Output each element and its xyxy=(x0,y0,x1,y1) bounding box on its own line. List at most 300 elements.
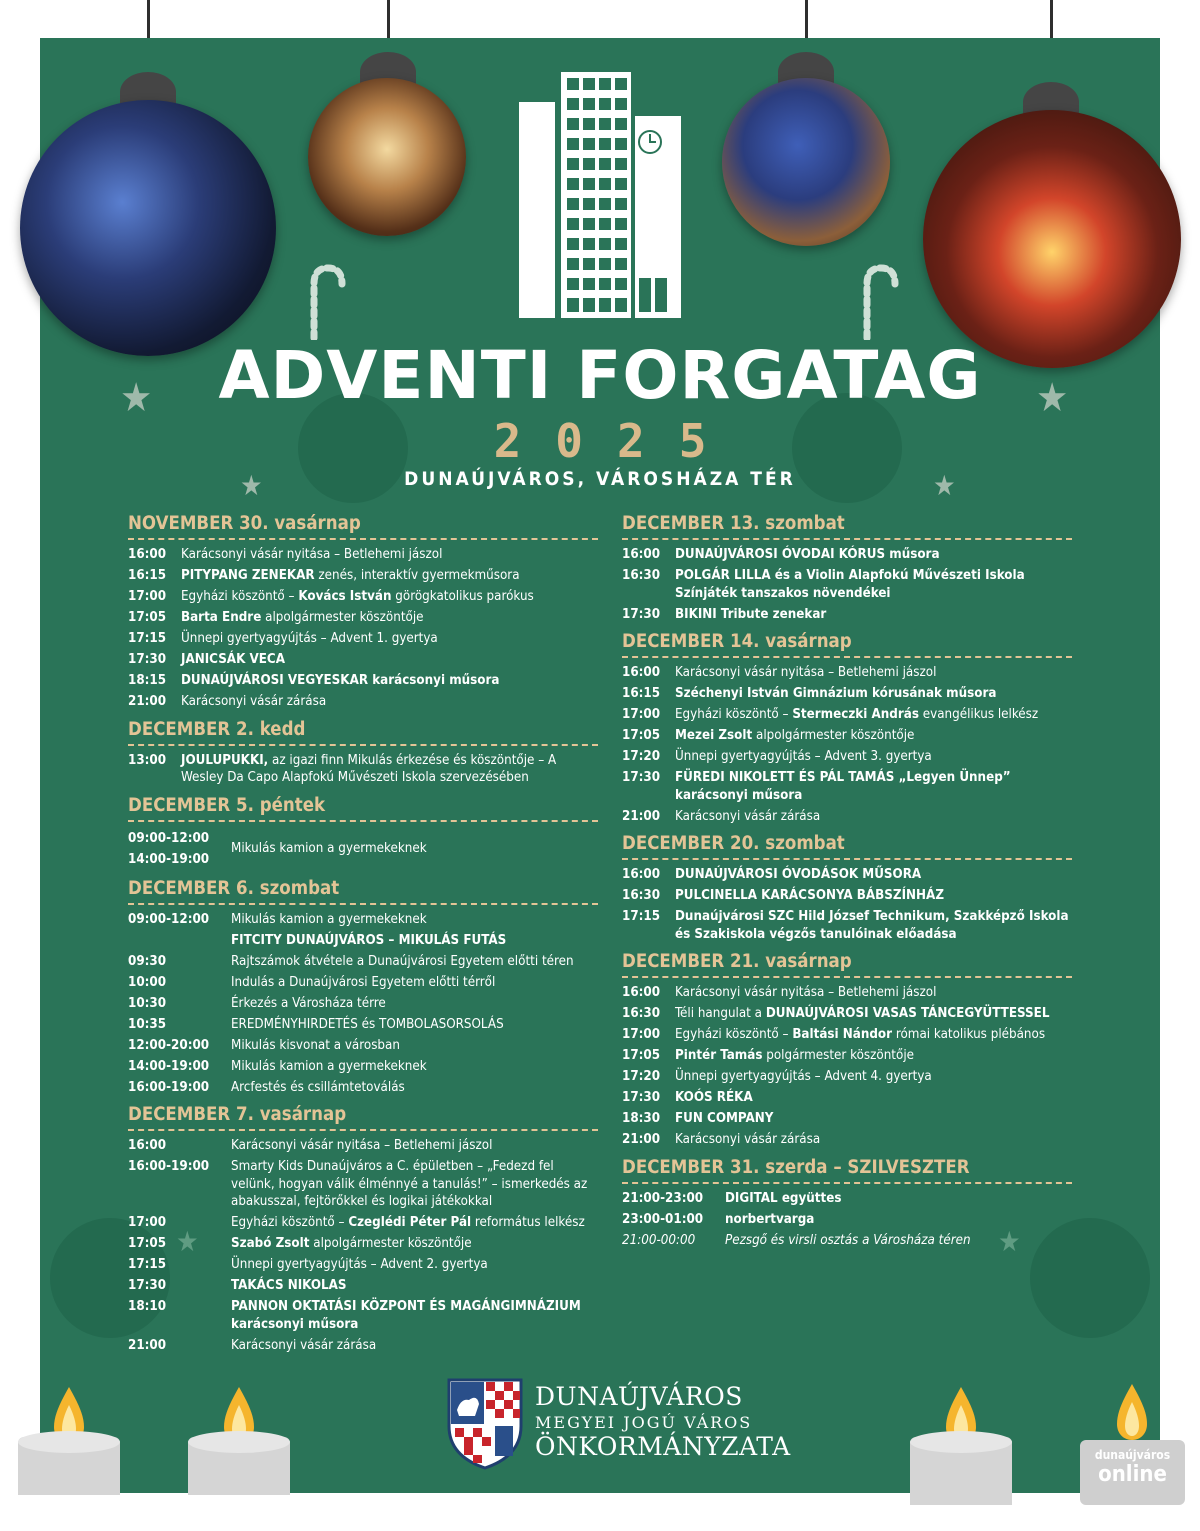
program-event-row xyxy=(128,546,598,564)
event-description-text xyxy=(675,809,820,824)
event-time-value: 17:15 xyxy=(128,1257,167,1272)
event-highlight: Czeglédi Péter Pál xyxy=(348,1215,472,1230)
program-event-row xyxy=(622,887,1072,905)
event-time xyxy=(128,1137,231,1155)
event-time xyxy=(128,974,231,992)
event-description xyxy=(675,1068,1072,1086)
event-time xyxy=(622,1232,725,1250)
event-time xyxy=(622,984,675,1002)
event-description xyxy=(181,630,598,648)
program-event-row xyxy=(128,1235,598,1253)
event-description-text xyxy=(181,694,326,709)
event-year: 2025 xyxy=(493,414,741,468)
program-event-row xyxy=(622,808,1072,826)
event-time-value: 17:00 xyxy=(128,1215,167,1230)
program-day xyxy=(622,951,1072,1149)
event-time xyxy=(622,1131,675,1149)
day-heading: DECEMBER 21. vasárnap xyxy=(622,951,1072,978)
event-text: Ünnepi gyertyagyújtás – Advent 2. gyertya xyxy=(231,1257,488,1272)
event-description xyxy=(231,1058,598,1076)
program-event-row xyxy=(622,1190,1072,1208)
event-time xyxy=(622,1026,675,1044)
program-day xyxy=(128,719,598,787)
event-time-value: 17:15 xyxy=(128,631,167,646)
event-description-text xyxy=(231,1257,488,1272)
event-time xyxy=(622,1089,675,1107)
event-time xyxy=(128,1337,231,1355)
event-description xyxy=(231,932,598,950)
event-time xyxy=(128,546,181,564)
event-highlight: PANNON OKTATÁSI KÖZPONT ÉS MAGÁNGIMNÁZIUM karácsonyi műsora xyxy=(231,1299,581,1332)
event-description-text xyxy=(231,1278,347,1293)
event-location: DUNAÚJVÁROS, VÁROSHÁZA TÉR xyxy=(404,468,796,490)
event-text: Karácsonyi vásár zárása xyxy=(231,1337,377,1353)
event-text: Mikulás kamion a gyermekeknek xyxy=(231,840,427,856)
event-description-text xyxy=(675,707,1038,722)
event-description-text xyxy=(181,610,424,625)
event-time xyxy=(128,911,231,929)
event-text: Smarty Kids Dunaújváros a C. épületben – „Fedezd fel velünk, hogyan válik élménnyé a tanulás!” – ismerkedés az abakusszal, fejtörőkkel és logikai játékokkal xyxy=(231,1159,588,1209)
program-column-left xyxy=(128,505,598,1358)
event-time-value: 17:20 xyxy=(622,1069,661,1084)
event-time-value: 17:05 xyxy=(622,728,661,743)
event-time xyxy=(128,693,181,711)
event-description-text xyxy=(675,867,921,882)
event-description xyxy=(231,1235,598,1253)
event-description-text xyxy=(725,1233,971,1248)
star-icon: ★ xyxy=(240,469,263,502)
event-description xyxy=(675,1026,1072,1044)
program-event-row xyxy=(128,1058,598,1076)
event-time-value: 21:00 xyxy=(128,694,167,709)
program-event-row xyxy=(622,1131,1072,1149)
event-time-value: 16:00 xyxy=(622,867,661,882)
watermark-line-2: online xyxy=(1098,1462,1167,1487)
event-highlight: DUNAÚJVÁROSI VASAS TÁNCEGYÜTTESSEL xyxy=(765,1006,1050,1021)
flame-icon xyxy=(1115,1382,1149,1442)
event-text: Egyházi köszöntő – xyxy=(231,1215,349,1230)
event-time-value: 09:30 xyxy=(128,953,167,969)
program-event-row xyxy=(128,588,598,606)
event-description-text xyxy=(675,1006,1049,1021)
event-time xyxy=(622,664,675,682)
program-day xyxy=(622,631,1072,825)
event-time xyxy=(622,1005,675,1023)
event-time xyxy=(128,995,231,1013)
program-event-row xyxy=(622,1047,1072,1065)
event-time-value: 17:00 xyxy=(622,707,661,722)
event-time xyxy=(128,1079,231,1097)
event-time-value: 17:05 xyxy=(128,610,167,625)
event-time-value: 16:00 xyxy=(622,665,661,680)
event-description xyxy=(675,685,1072,703)
event-description xyxy=(231,1256,598,1274)
event-time xyxy=(622,887,675,905)
event-time-value: 16:15 xyxy=(622,686,661,701)
program-event-row xyxy=(622,727,1072,745)
program-event-row xyxy=(622,1005,1072,1023)
event-time-value: 16:30 xyxy=(622,568,661,583)
star-icon: ★ xyxy=(120,375,153,421)
event-highlight: DUNAÚJVÁROSI ÓVODÁSOK MŰSORA xyxy=(675,867,922,882)
event-time xyxy=(622,685,675,703)
event-time xyxy=(128,752,181,787)
logo-line-2: MEGYEI JOGÚ VÁROS xyxy=(535,1413,753,1432)
event-time xyxy=(622,1110,675,1128)
event-text: Indulás a Dunaújvárosi Egyetem előtti térről xyxy=(231,974,496,990)
event-text: alpolgármester köszöntője xyxy=(261,610,424,625)
event-description-text xyxy=(231,1299,581,1332)
program-event-row xyxy=(128,609,598,627)
program-column-right xyxy=(622,505,1072,1253)
event-time-value: 18:15 xyxy=(128,673,167,688)
city-hall-tower-icon xyxy=(517,72,683,320)
event-text: alpolgármester köszöntője xyxy=(309,1236,472,1251)
event-description-text xyxy=(725,1191,842,1206)
program-event-row xyxy=(622,664,1072,682)
event-description xyxy=(181,752,598,787)
program-event-row xyxy=(622,748,1072,766)
event-description xyxy=(675,1047,1072,1065)
day-heading: NOVEMBER 30. vasárnap xyxy=(128,513,598,540)
event-time xyxy=(622,1068,675,1086)
event-text: Ünnepi gyertyagyújtás – Advent 3. gyertya xyxy=(675,749,932,764)
event-time-value: 14:00-19:00 xyxy=(128,1058,210,1074)
program-event-row xyxy=(622,866,1072,884)
program-event-row xyxy=(622,685,1072,703)
event-description xyxy=(675,727,1072,745)
event-description xyxy=(675,706,1072,724)
program-event-row xyxy=(128,1256,598,1274)
event-time xyxy=(128,1058,231,1076)
event-description xyxy=(181,609,598,627)
event-time-value: 17:30 xyxy=(128,1278,167,1293)
event-time-value: 09:00-12:00 xyxy=(128,911,210,927)
event-description xyxy=(231,1079,598,1097)
event-time-value: 16:30 xyxy=(622,1006,661,1021)
event-highlight: DUNAÚJVÁROSI VEGYESKAR karácsonyi műsora xyxy=(181,673,500,688)
event-text: Ünnepi gyertyagyújtás – Advent 1. gyertya xyxy=(181,631,438,646)
event-time-value: 12:00-20:00 xyxy=(128,1037,210,1053)
event-highlight: Kovács István xyxy=(298,589,392,604)
event-description-text xyxy=(675,607,826,622)
program-day xyxy=(622,1157,1072,1250)
event-description xyxy=(181,567,598,585)
event-time xyxy=(128,651,181,669)
program-event-row xyxy=(622,1211,1072,1229)
event-highlight: FUN COMPANY xyxy=(675,1111,774,1126)
event-description-text xyxy=(231,1138,492,1153)
event-highlight: FITCITY DUNAÚJVÁROS – MIKULÁS FUTÁS xyxy=(231,932,507,948)
event-time xyxy=(622,567,675,602)
event-description xyxy=(181,651,598,669)
event-text: római katolikus plébános xyxy=(892,1027,1046,1042)
event-time-value: 16:00-19:00 xyxy=(128,1159,210,1174)
event-time xyxy=(622,1190,725,1208)
event-description xyxy=(725,1211,1072,1229)
event-description-text xyxy=(231,975,495,990)
event-time xyxy=(128,828,231,870)
event-time-value: 16:00 xyxy=(622,985,661,1000)
program-event-row xyxy=(128,567,598,585)
day-heading: DECEMBER 2. kedd xyxy=(128,719,598,746)
event-description xyxy=(231,1214,598,1232)
event-time-value: 16:00 xyxy=(622,547,661,562)
event-text: polgármester köszöntője xyxy=(762,1048,914,1063)
program-event-row xyxy=(622,567,1072,602)
program-event-row xyxy=(128,672,598,690)
event-description xyxy=(675,1110,1072,1128)
event-description-text xyxy=(181,547,442,562)
event-time-value: 23:00-01:00 xyxy=(622,1211,704,1227)
event-highlight: Pintér Tamás xyxy=(675,1048,763,1063)
program-event-row xyxy=(622,1068,1072,1086)
event-text: alpolgármester köszöntője xyxy=(752,728,915,743)
event-highlight: DIGITAL együttes xyxy=(725,1190,842,1206)
star-icon: ★ xyxy=(998,1225,1021,1258)
program-event-row xyxy=(128,911,598,929)
program-event-row xyxy=(128,1298,598,1333)
event-description-text xyxy=(675,1027,1045,1042)
event-description xyxy=(725,1190,1072,1208)
event-time xyxy=(128,588,181,606)
event-time xyxy=(128,630,181,648)
event-description xyxy=(231,1277,598,1295)
event-time-value: 17:20 xyxy=(622,749,661,764)
event-description-text xyxy=(675,1069,932,1084)
star-icon: ★ xyxy=(933,469,956,502)
event-description-text xyxy=(725,1212,814,1227)
ornament-photo-christmas-market xyxy=(308,78,466,236)
event-text: Karácsonyi vásár zárása xyxy=(675,808,821,824)
event-time xyxy=(128,932,231,950)
event-description xyxy=(231,1298,598,1333)
event-text: Karácsonyi vásár nyitása – Betlehemi jászol xyxy=(181,547,443,562)
star-icon: ★ xyxy=(176,1225,199,1258)
event-time xyxy=(622,706,675,724)
program-event-row xyxy=(622,706,1072,724)
coat-of-arms-icon xyxy=(445,1376,525,1471)
program-event-row xyxy=(622,908,1072,943)
event-description-text xyxy=(675,1111,773,1126)
event-time-value: 17:30 xyxy=(622,606,661,622)
event-time xyxy=(128,1158,231,1211)
event-description-text xyxy=(181,568,520,583)
event-description xyxy=(231,1037,598,1055)
event-highlight: BIKINI Tribute zenekar xyxy=(675,606,827,622)
event-highlight: Széchenyi István Gimnázium kórusának műsora xyxy=(675,686,997,701)
event-highlight: JOULUPUKKI, xyxy=(181,752,269,768)
event-description-text xyxy=(181,753,556,786)
program-event-row xyxy=(128,1214,598,1232)
program-event-row xyxy=(128,1137,598,1155)
event-text: Karácsonyi vásár nyitása – Betlehemi jászol xyxy=(231,1138,493,1153)
event-description-text xyxy=(675,1048,914,1063)
program-event-row xyxy=(128,1079,598,1097)
event-time xyxy=(622,748,675,766)
event-description xyxy=(181,546,598,564)
event-text: Mikulás kisvonat a városban xyxy=(231,1037,400,1053)
ornament-photo-red-candle xyxy=(923,110,1181,368)
event-description xyxy=(675,866,1072,884)
event-text: Ünnepi gyertyagyújtás – Advent 4. gyertya xyxy=(675,1069,932,1084)
event-description-text xyxy=(231,996,386,1011)
watermark-logo xyxy=(1080,1440,1185,1505)
day-heading: DECEMBER 31. szerda – SZILVESZTER xyxy=(622,1157,1072,1184)
event-description xyxy=(231,1016,598,1034)
event-description xyxy=(675,808,1072,826)
event-time-value: 17:00 xyxy=(128,589,167,604)
event-highlight: Szabó Zsolt xyxy=(231,1236,310,1251)
event-description xyxy=(675,567,1072,602)
program-event-row xyxy=(128,1037,598,1055)
program-event-row xyxy=(128,630,598,648)
event-text: Karácsonyi vásár zárása xyxy=(675,1132,821,1147)
event-highlight: Stermeczki András xyxy=(792,707,919,722)
day-heading: DECEMBER 7. vasárnap xyxy=(128,1104,598,1131)
event-time xyxy=(622,727,675,745)
event-time-value: 17:05 xyxy=(128,1236,167,1251)
event-description-text xyxy=(675,686,996,701)
event-description xyxy=(181,588,598,606)
event-highlight: FÜREDI NIKOLETT ÉS PÁL TAMÁS „Legyen Ünnep” karácsonyi műsora xyxy=(675,770,1011,803)
event-time-value: 17:00 xyxy=(622,1027,661,1042)
event-highlight: PITYPANG ZENEKAR xyxy=(181,568,315,583)
event-highlight: Baltási Nándor xyxy=(792,1027,893,1042)
event-time-value: 14:00-19:00 xyxy=(128,851,210,867)
event-time-value: 09:00-12:00 xyxy=(128,830,210,846)
event-text: Egyházi köszöntő – xyxy=(181,589,299,604)
event-description xyxy=(231,1137,598,1155)
day-heading: DECEMBER 20. szombat xyxy=(622,833,1072,860)
event-description xyxy=(231,1158,598,1211)
watermark-line-1: dunaújváros xyxy=(1094,1448,1171,1462)
ornament-photo-father-and-child xyxy=(722,78,890,246)
event-time xyxy=(128,609,181,627)
event-time xyxy=(622,1047,675,1065)
event-description-text xyxy=(181,589,534,604)
logo-line-3: ÖNKORMÁNYZATA xyxy=(535,1432,791,1461)
event-text: Karácsonyi vásár nyitása – Betlehemi jászol xyxy=(675,985,937,1000)
event-description-text xyxy=(231,1159,587,1209)
event-description xyxy=(675,1131,1072,1149)
program-event-row xyxy=(128,974,598,992)
event-text: Egyházi köszöntő – xyxy=(675,707,793,722)
program-event-row xyxy=(128,693,598,711)
program-day xyxy=(622,513,1072,623)
event-time-value: 10:35 xyxy=(128,1016,167,1032)
event-highlight: PULCINELLA KARÁCSONYA BÁBSZÍNHÁZ xyxy=(675,888,944,903)
event-description-text xyxy=(231,933,506,948)
event-time xyxy=(128,1235,231,1253)
event-description xyxy=(231,974,598,992)
event-time-value: 17:30 xyxy=(622,770,661,785)
program-event-row xyxy=(128,752,598,787)
event-time-value: 21:00-23:00 xyxy=(622,1190,704,1206)
event-text: Egyházi köszöntő – xyxy=(675,1027,793,1042)
program-event-row xyxy=(622,984,1072,1002)
event-time-value: 17:30 xyxy=(128,652,167,667)
event-description-text xyxy=(675,749,932,764)
event-highlight: Mezei Zsolt xyxy=(675,728,753,743)
event-text: EREDMÉNYHIRDETÉS és TOMBOLASORSOLÁS xyxy=(231,1016,504,1032)
event-time-value: 18:10 xyxy=(128,1299,167,1314)
event-time xyxy=(622,908,675,943)
event-time-value: 10:30 xyxy=(128,995,167,1011)
event-time xyxy=(128,672,181,690)
ornament-photo-city-lights xyxy=(20,100,276,356)
event-text: Téli hangulat a xyxy=(675,1006,766,1021)
logo-line-1: DUNAÚJVÁROS xyxy=(535,1382,743,1411)
event-text: zenés, interaktív gyermekműsora xyxy=(314,568,520,583)
program-event-row xyxy=(622,1089,1072,1107)
advent-candle xyxy=(188,1385,290,1495)
event-text: református lelkész xyxy=(471,1215,585,1230)
event-time xyxy=(128,1277,231,1295)
event-highlight: DUNAÚJVÁROSI ÓVODAI KÓRUS műsora xyxy=(675,547,940,562)
event-highlight: Dunaújvárosi SZC Hild József Technikum, Szakképző Iskola és Szakiskola végzős tanulóinak előadása xyxy=(675,909,1069,942)
program-event-row xyxy=(128,1158,598,1211)
event-time-value: 21:00 xyxy=(622,808,661,824)
event-description xyxy=(231,1337,598,1355)
event-time xyxy=(622,1211,725,1229)
event-time-value: 16:30 xyxy=(622,888,661,903)
event-description xyxy=(181,672,598,690)
event-time xyxy=(128,1298,231,1333)
event-description-text xyxy=(231,1338,376,1353)
event-description-text xyxy=(181,673,500,688)
event-time xyxy=(128,567,181,585)
event-description-text xyxy=(231,1080,405,1095)
program-event-row xyxy=(128,1016,598,1034)
program-day xyxy=(128,1104,598,1354)
event-description-text xyxy=(231,1236,472,1251)
event-text: Arcfestés és csillámtetoválás xyxy=(231,1079,405,1095)
event-description-text xyxy=(675,985,936,1000)
event-description xyxy=(675,984,1072,1002)
event-time xyxy=(128,953,231,971)
event-description xyxy=(725,1232,1072,1250)
event-time-value: 16:00 xyxy=(128,1138,167,1153)
event-time xyxy=(622,866,675,884)
event-description xyxy=(675,769,1072,804)
program-event-row xyxy=(622,606,1072,624)
program-day xyxy=(622,833,1072,943)
event-time xyxy=(622,808,675,826)
program-event-row xyxy=(622,1110,1072,1128)
event-description xyxy=(675,887,1072,905)
event-description xyxy=(675,908,1072,943)
event-description xyxy=(675,664,1072,682)
event-description xyxy=(675,1005,1072,1023)
event-time-value: 13:00 xyxy=(128,752,167,768)
event-description-text xyxy=(675,888,944,903)
program-event-row xyxy=(128,1337,598,1355)
event-description-text xyxy=(231,1017,504,1032)
program-day xyxy=(128,878,598,1097)
event-highlight: Barta Endre xyxy=(181,610,262,625)
event-time-value: 16:00-19:00 xyxy=(128,1079,210,1095)
event-description-text xyxy=(675,728,914,743)
event-text: Érkezés a Városháza térre xyxy=(231,995,386,1011)
event-description-text xyxy=(231,1215,585,1230)
event-time-value: 17:05 xyxy=(622,1048,661,1063)
event-description xyxy=(231,953,598,971)
program-event-row xyxy=(128,995,598,1013)
event-description-text xyxy=(231,912,427,927)
event-description xyxy=(231,828,598,870)
event-description-text xyxy=(231,1038,400,1053)
